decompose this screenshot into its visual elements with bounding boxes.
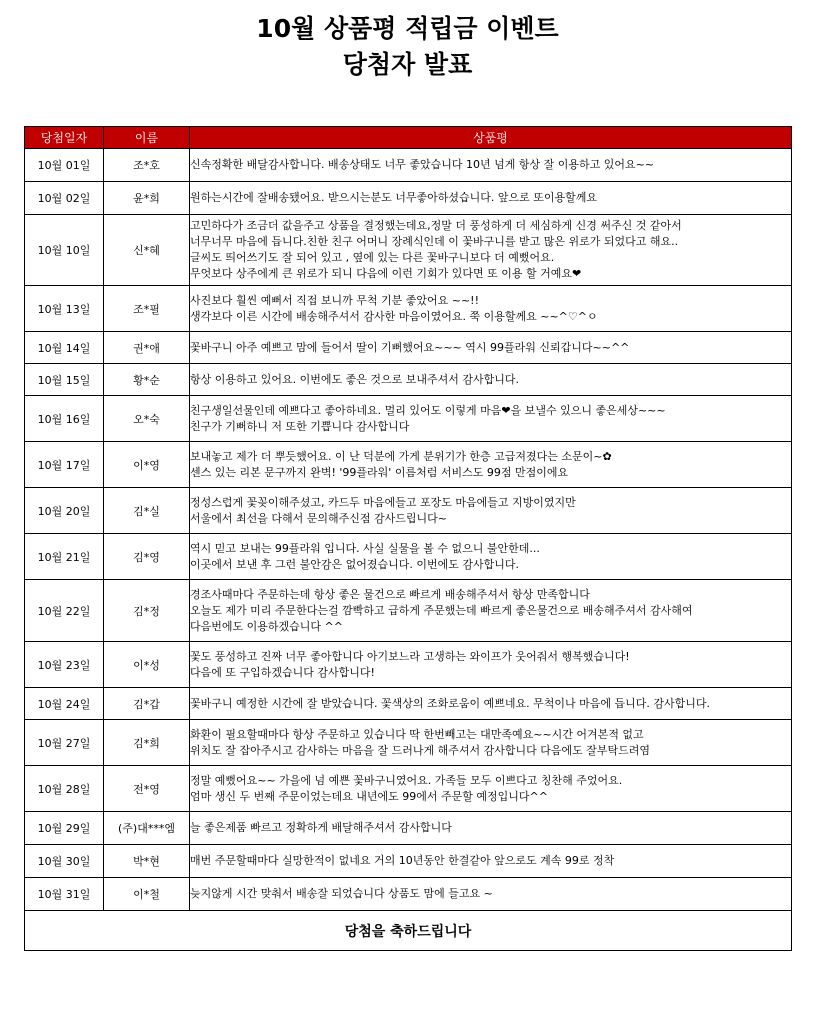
cell-date: 10월 27일 (25, 720, 104, 766)
review-line: 정성스럽게 꽃꽂이해주셨고, 카드두 마음에들고 포장도 마음에들고 지방이였지만 (190, 495, 576, 509)
cell-name: 박*현 (104, 845, 190, 878)
cell-name: 황*순 (104, 364, 190, 396)
table-row (25, 364, 792, 396)
review-line: 매번 주문할때마다 실망한적이 없네요 거의 10년동안 한결같아 앞으로도 계속 99로 정착 (190, 854, 615, 867)
table-row (25, 534, 792, 580)
review-line: 친구가 기뻐하니 저 또한 기쁩니다 감사합니다 (190, 419, 410, 433)
review-line: 꽃도 풍성하고 진짜 너무 좋아합니다 아기보느라 고생하는 와이프가 웃어줘서 행복했습니다! (190, 649, 630, 663)
cell-name: 조*필 (104, 286, 190, 332)
table-row (25, 580, 792, 642)
cell-date: 10월 13일 (25, 286, 104, 332)
table-header-row (25, 127, 792, 149)
table-row (25, 878, 792, 911)
table-row (25, 396, 792, 442)
table-row (25, 149, 792, 182)
cell-date: 10월 02일 (25, 182, 104, 215)
review-line: 경조사때마다 주문하는데 항상 좋은 물건으로 빠르게 배송해주셔서 항상 만족합니다 (190, 587, 590, 601)
review-line: 늦지않게 시간 맞춰서 배송잘 되었습니다 상품도 맘에 들고요 ~ (190, 887, 493, 900)
cell-review (190, 364, 792, 396)
review-line: 위치도 잘 잡아주시고 감사하는 마음을 잘 드러나게 해주셔서 감사합니다 다음에도 잘부탁드려염 (190, 743, 651, 757)
cell-name: 윤*희 (104, 182, 190, 215)
review-line: 원하는시간에 잘배송됐어요. 받으시는분도 너무좋아하셨습니다. 앞으로 또이용할께요 (190, 191, 598, 204)
review-line: 생각보다 이른 시간에 배송해주셔서 감사한 마음이였어요. 쭉 이용할께요 ~~^♡^ㅇ (190, 309, 598, 323)
cell-name: 조*호 (104, 149, 190, 182)
cell-review (190, 580, 792, 642)
review-line: 다음번에도 이용하겠습니다 ^^ (190, 619, 343, 633)
cell-review (190, 720, 792, 766)
table-row (25, 688, 792, 720)
review-line: 서울에서 최선을 다해서 문의해주신점 감사드립니다~ (190, 511, 447, 525)
review-line: 화환이 필요할때마다 항상 주문하고 있습니다 딱 한번빼고는 대만족예요~~시간 어겨본적 없고 (190, 727, 644, 741)
cell-date: 10월 16일 (25, 396, 104, 442)
congratulations-message: 당첨을 축하드립니다 (25, 911, 792, 951)
table-row (25, 182, 792, 215)
table-row (25, 215, 792, 286)
review-line: 꽃바구니 아주 예쁘고 맘에 들어서 딸이 기뻐했어요~~~ 역시 99플라워 신뢰갑니다~~^^ (190, 340, 630, 354)
table-footer-row (25, 911, 792, 951)
table-row (25, 442, 792, 488)
review-line: 보내놓고 제가 더 뿌듯했어요. 이 난 덕분에 가게 분위기가 한층 고급져졌다는 소문이~✿ (190, 449, 612, 463)
cell-date: 10월 21일 (25, 534, 104, 580)
column-header-name: 이름 (104, 127, 190, 149)
review-line: 늘 좋은제품 빠르고 정확하게 배달해주셔서 감사합니다 (190, 821, 452, 834)
cell-name: 이*철 (104, 878, 190, 911)
review-line: 오늘도 제가 미리 주문한다는걸 깜빡하고 급하게 주문했는데 빠르게 좋은물건으로 배송해주셔서 감사해여 (190, 603, 693, 617)
cell-name: 권*애 (104, 332, 190, 364)
cell-review (190, 845, 792, 878)
cell-review (190, 215, 792, 286)
cell-review (190, 332, 792, 364)
table-row (25, 286, 792, 332)
review-line: 정말 예뻤어요~~ 가을에 넘 예쁜 꽃바구니였어요. 가족들 모두 이쁘다고 칭찬해 주었어요. (190, 773, 623, 787)
cell-date: 10월 14일 (25, 332, 104, 364)
cell-name: 김*갑 (104, 688, 190, 720)
table-row (25, 845, 792, 878)
cell-review (190, 766, 792, 812)
cell-review (190, 286, 792, 332)
cell-date: 10월 24일 (25, 688, 104, 720)
review-line: 고민하다가 조금더 값을주고 상품을 결정했는데요,정말 더 풍성하게 더 세심하게 신경 써주신 것 같아서 (190, 219, 682, 232)
cell-date: 10월 28일 (25, 766, 104, 812)
review-line: 글씨도 띄어쓰기도 잘 되어 있고 , 옆에 있는 다른 꽃바구니보다 더 예뻤어요. (190, 251, 555, 264)
cell-review (190, 442, 792, 488)
review-line: 센스 있는 리본 문구까지 완벽! '99플라워' 이름처럼 서비스도 99점 만점이에요 (190, 465, 569, 479)
cell-date: 10월 31일 (25, 878, 104, 911)
winners-table (24, 126, 792, 951)
review-line: 신속정확한 배달감사합니다. 배송상태도 너무 좋았습니다 10년 넘게 항상 잘 이용하고 있어요~~ (190, 158, 655, 171)
page-title: 10월 상품평 적립금 이벤트 (256, 14, 559, 43)
cell-name: 오*숙 (104, 396, 190, 442)
column-header-review: 상품평 (190, 127, 792, 149)
cell-name: 전*영 (104, 766, 190, 812)
column-header-date: 당첨일자 (25, 127, 104, 149)
review-line: 사진보다 훨씬 예뻐서 직접 보니까 무척 기분 좋았어요 ~~!! (190, 293, 479, 307)
cell-review (190, 182, 792, 215)
review-line: 다음에 또 구입하겠습니다 감사합니다! (190, 665, 375, 679)
review-line: 이곳에서 보낸 후 그런 불안감은 없어졌습니다. 이번에도 감사합니다. (190, 557, 519, 571)
table-row (25, 812, 792, 845)
cell-date: 10월 22일 (25, 580, 104, 642)
cell-review (190, 688, 792, 720)
review-line: 엄마 생신 두 번째 주문이었는데요 내년에도 99에서 주문할 예정입니다^^ (190, 789, 548, 803)
review-line: 항상 이용하고 있어요. 이번에도 좋은 것으로 보내주셔서 감사합니다. (190, 372, 519, 386)
cell-name: 신*혜 (104, 215, 190, 286)
table-row (25, 766, 792, 812)
cell-name: 이*영 (104, 442, 190, 488)
cell-name: 김*희 (104, 720, 190, 766)
cell-review (190, 878, 792, 911)
table-row (25, 332, 792, 364)
cell-name: 김*실 (104, 488, 190, 534)
cell-review (190, 396, 792, 442)
cell-name: 김*정 (104, 580, 190, 642)
cell-date: 10월 01일 (25, 149, 104, 182)
table-row (25, 642, 792, 688)
cell-date: 10월 17일 (25, 442, 104, 488)
cell-name: 김*영 (104, 534, 190, 580)
cell-date: 10월 29일 (25, 812, 104, 845)
cell-date: 10월 30일 (25, 845, 104, 878)
table-row (25, 488, 792, 534)
cell-review (190, 642, 792, 688)
cell-name: (주)대***엠 (104, 812, 190, 845)
cell-date: 10월 15일 (25, 364, 104, 396)
review-line: 너무너무 마음에 듭니다.친한 친구 어머니 장례식인데 이 꽃바구니를 받고 많은 위로가 되었다고 해요.. (190, 235, 679, 248)
page-subtitle: 당첨자 발표 (342, 50, 473, 79)
cell-date: 10월 20일 (25, 488, 104, 534)
cell-review (190, 488, 792, 534)
review-line: 친구생일선물인데 예쁘다고 좋아하네요. 멀리 있어도 이렇게 마음❤을 보낼수 있으니 좋은세상~~~ (190, 403, 666, 417)
review-line: 무엇보다 상주에게 큰 위로가 되니 다음에 이런 기회가 있다면 또 이용 할 거예요❤ (190, 267, 582, 280)
review-line: 꽃바구니 예정한 시간에 잘 받았습니다. 꽃색상의 조화로움이 예쁘네요. 무척이나 마음에 듭니다. 감사합니다. (190, 696, 710, 710)
cell-date: 10월 10일 (25, 215, 104, 286)
review-line: 역시 믿고 보내는 99플라워 입니다. 사실 실물을 볼 수 없으니 불안한데... (190, 541, 540, 555)
cell-date: 10월 23일 (25, 642, 104, 688)
cell-name: 이*성 (104, 642, 190, 688)
cell-review (190, 534, 792, 580)
table-row (25, 720, 792, 766)
cell-review (190, 149, 792, 182)
cell-review (190, 812, 792, 845)
